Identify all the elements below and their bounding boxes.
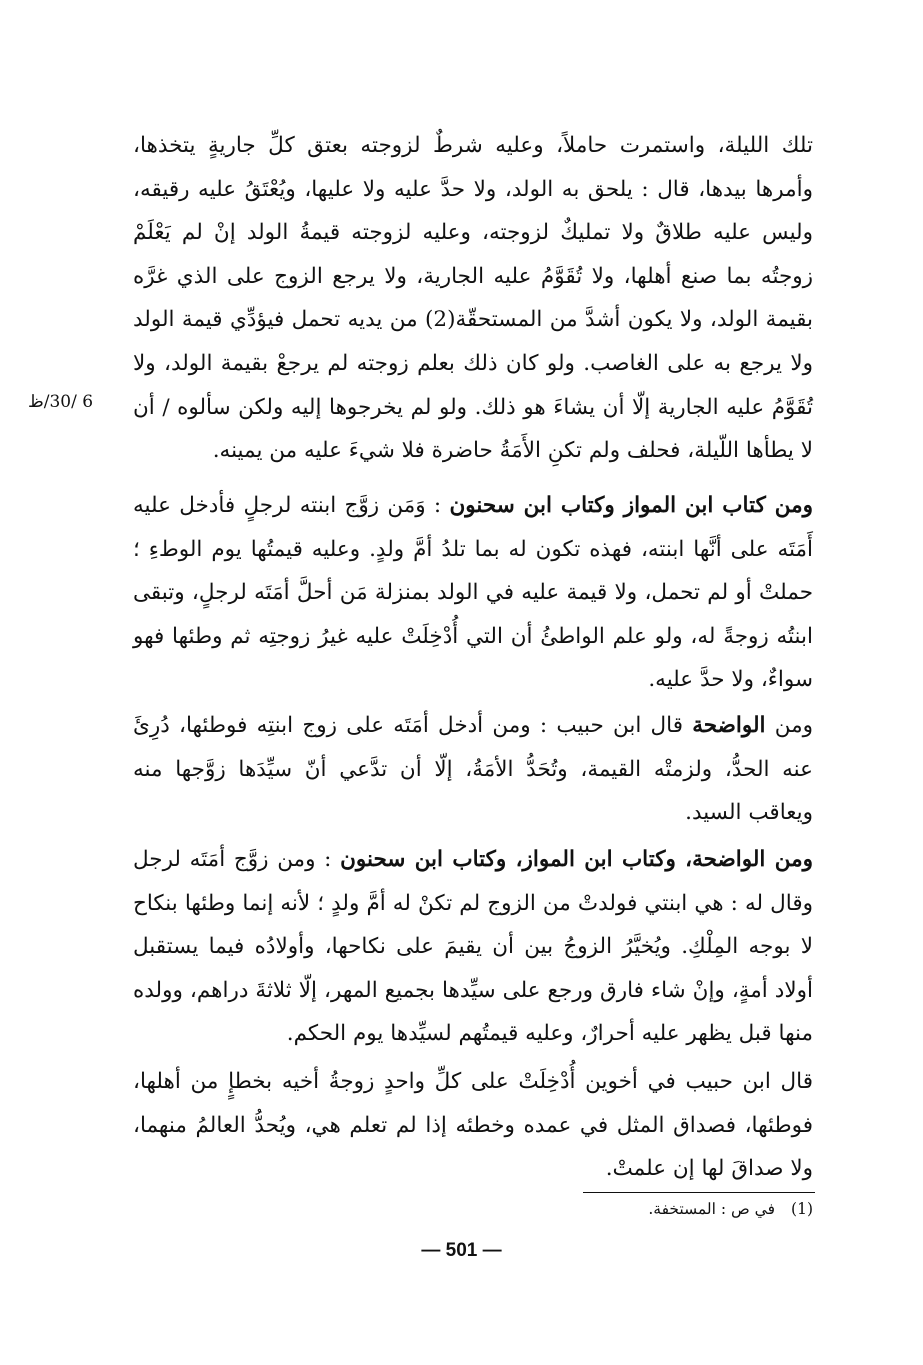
footnote-number: (1) xyxy=(791,1200,813,1218)
footnote xyxy=(500,1196,813,1222)
paragraph-1 xyxy=(133,124,813,473)
page-number: — 501 — xyxy=(421,1240,502,1261)
footnote-text: في ص : المستخفة. xyxy=(648,1200,775,1218)
footnote-divider xyxy=(583,1192,815,1193)
paragraph-2-source-heading: ومن كتاب ابن المواز وكتاب ابن سحنون xyxy=(449,493,813,518)
paragraph-1-text: تلك الليلة، واستمرت حاملاً، وعليه شرطٌ لزوجته بعتق كلِّ جاريةٍ يتخذها، وأمرها بيدها، قال : يلحق به الولد، ولا حدَّ عليه ولا عليها، ويُعْتَقُ عليه رقيقه، وليس عليه طلاقٌ ولا تمليكٌ لزوجته، وعليه لزوجته قيمةُ الولد إنْ لم يَعْلَمْ زوجتُه بما صنع أهلها، ولا تُقَوَّمُ عليه الجارية، ولا يرجع الزوج على الذي غرَّه بقيمة الولد، ولا يكون أشدَّ من المستحقّة(2) من يديه تحمل فيؤدِّي قيمة الولد ولا يرجع به على الغاصب. ولو كان ذلك بعلم زوجته لم يرجعْ بقيمة الولد، ولا تُقَوَّمُ عليه الجارية إلّا أن يشاءَ هو ذلك. ولو لم يخرجوها إليه ولكن سألوه / أن لا يطأها اللّيلة، فحلف ولم تكنِ الأَمَةُ حاضرة فلا شيءَ عليه من يمينه. xyxy=(133,133,813,464)
paragraph-2-text xyxy=(133,484,813,702)
paragraph-4-source-heading: ومن الواضحة، وكتاب ابن المواز، وكتاب ابن سحنون xyxy=(340,847,813,872)
paragraph-2-body: : وَمَن زوَّج ابنته لرجلٍ فأدخل عليه أَمَتَه على أنَّها ابنته، فهذه تكون له بما تلدُ أمَّ ولدٍ. وعليه قيمتُها يوم الوطءِ ؛ حملتْ أو لم تحمل، ولا قيمة عليه في الولد بمنزلة مَن أحلَّ أمَتَه لرجلٍ، وتبقى ابنتُه زوجةً له، ولو علم الواطئُ أن التي أُدْخِلَتْ عليه غيرُ زوجتِه ثم وطئها فهو سواءٌ، ولا حدَّ عليه. xyxy=(133,493,813,693)
margin-manuscript-reference: 6 /30/ظ xyxy=(28,392,94,412)
paragraph-3-source-heading: الواضحة xyxy=(692,713,766,738)
paragraph-3-body: قال ابن حبيب : ومن أدخل أمَتَه على زوج ابنتِه فوطئها، دُرِئَ عنه الحدُّ، ولزمتْه القيمة، وتُحَدُّ الأمَةُ، إلّا أن تدَّعي أنّ سيِّدَها زوَّجها منه ويعاقب السيد. xyxy=(133,713,813,826)
paragraph-3-prefix: ومن xyxy=(765,713,813,738)
paragraph-4 xyxy=(133,838,813,1056)
paragraph-5 xyxy=(133,1060,813,1191)
paragraph-5-text: قال ابن حبيب في أخوين أُدْخِلَتْ على كلِّ واحدٍ زوجةُ أخيه بخطإٍ من أهلها، فوطئها، فصداق المثل في عمده وخطئه إذا لم تعلم هي، ويُحدُّ العالمُ منهما، ولا صداقَ لها إن علمتْ. xyxy=(133,1069,813,1182)
paragraph-3 xyxy=(133,704,813,835)
paragraph-4-body: : ومن زوَّج أمَتَه لرجل وقال له : هي ابنتي فولدتْ من الزوج لم تكنْ له أمَّ ولدٍ ؛ لأنه إنما وطئها بنكاح لا بوجه المِلْكِ. ويُخيَّرُ الزوجُ بين أن يقيمَ على نكاحها، وأولادُه فيما يستقبل أولاد أمةٍ، وإنْ شاء فارق ورجع على سيِّدها بجميع المهر، إلّا ثلاثةَ دراهم، وولده منها قبل يظهر عليه أحرارٌ، وعليه قيمتُهم لسيِّدها يوم الحكم. xyxy=(133,847,813,1047)
paragraph-3-text xyxy=(133,704,813,835)
paragraph-2 xyxy=(133,484,813,702)
paragraph-4-text xyxy=(133,838,813,1056)
